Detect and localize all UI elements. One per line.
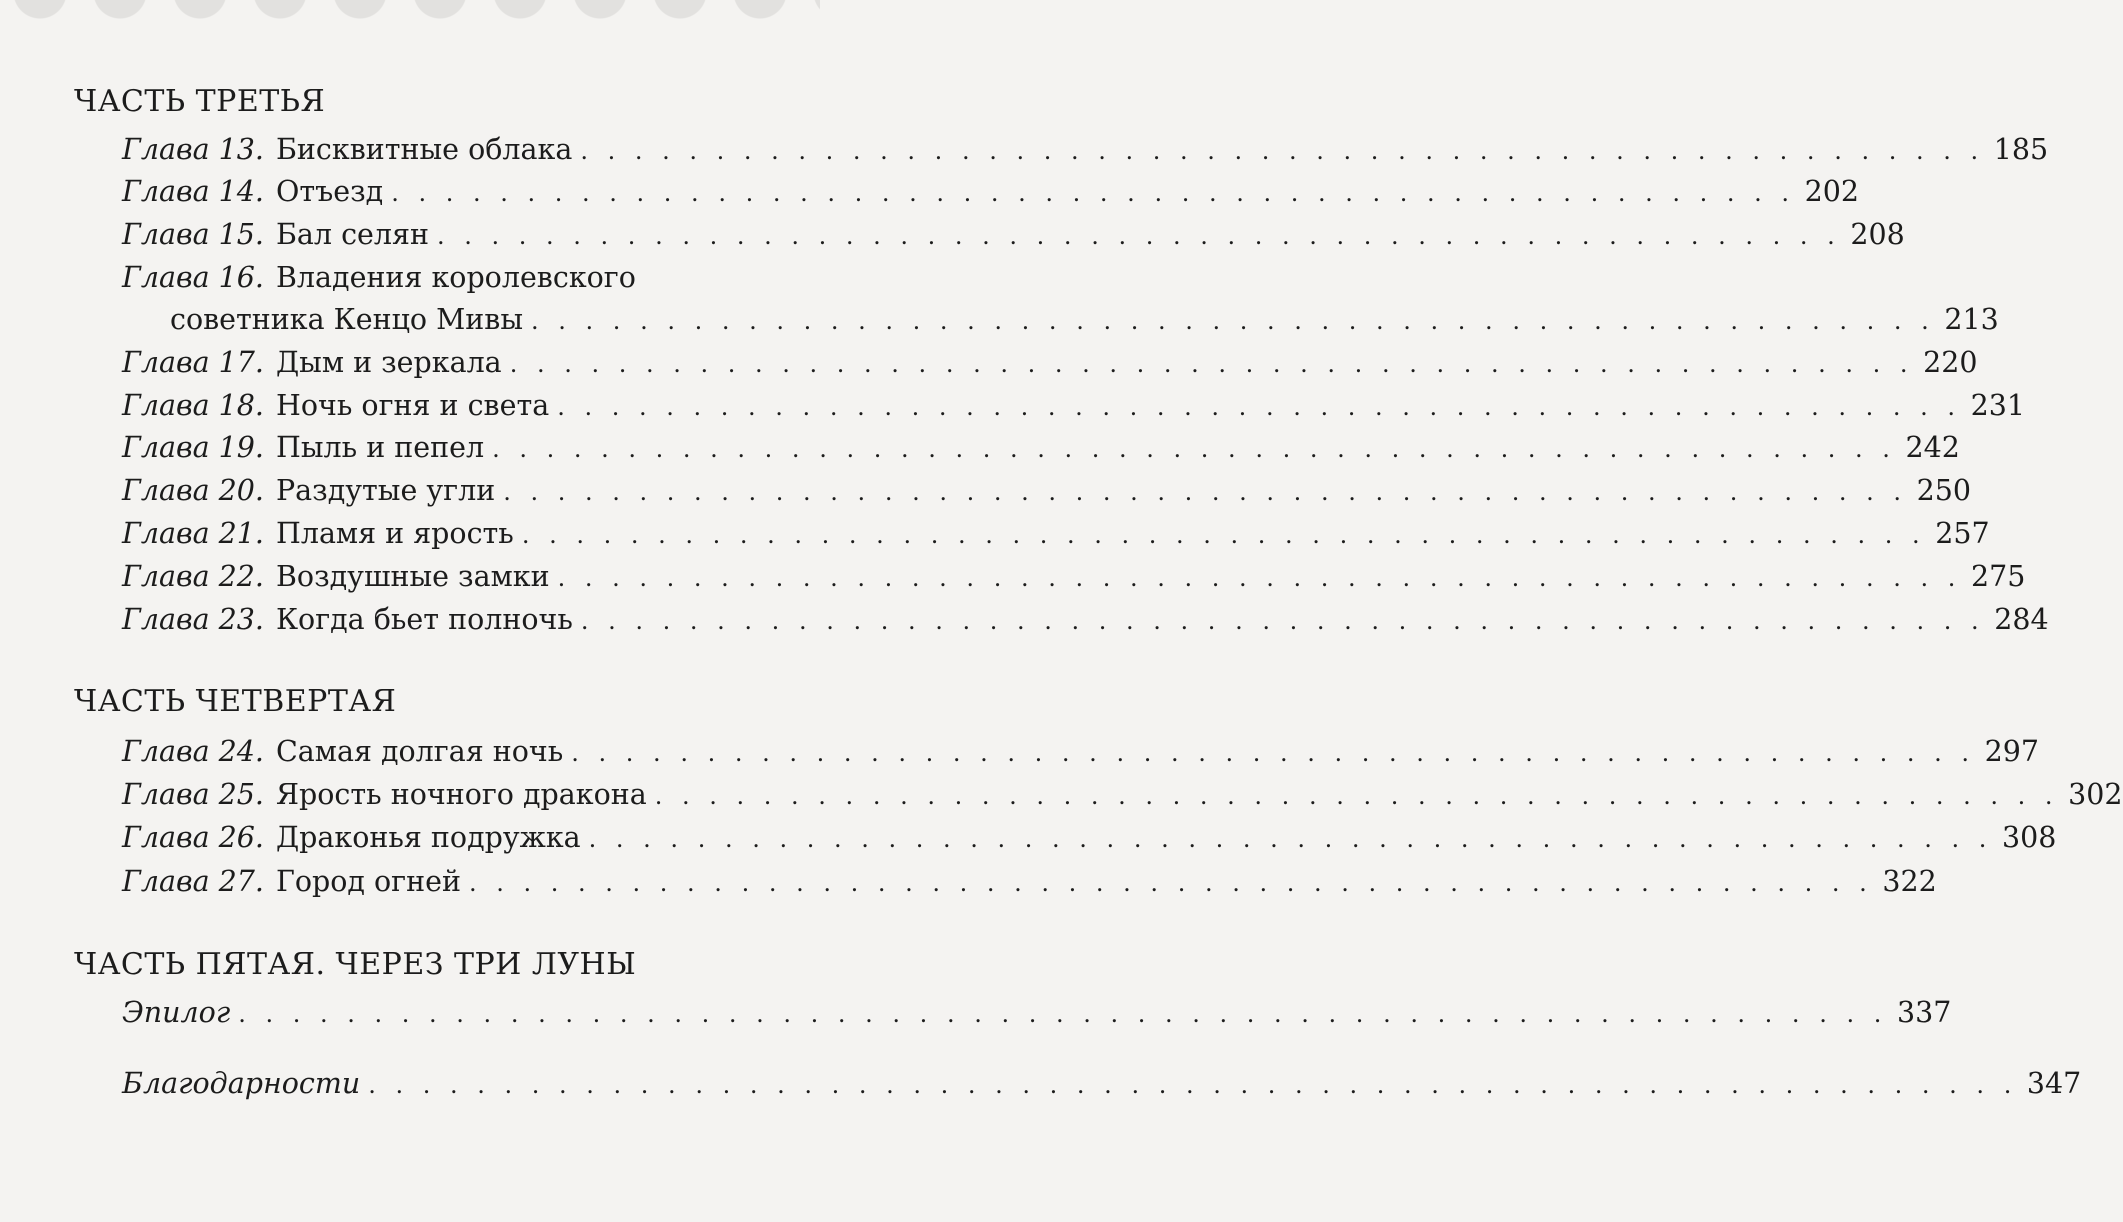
chapter-number: Глава 19. — [122, 431, 264, 464]
page-number: 347 — [2026, 1067, 2082, 1100]
chapter-title: Самая долгая ночь — [275, 735, 564, 768]
page-number: 257 — [1935, 517, 1990, 550]
dot-leader: . . . . . . . . . . . . . . . . . . . . . . . . . . . . . . . . . . . . . . . . . . . . . . . . . . . . — [654, 782, 2059, 810]
chapter-title: Благодарности — [122, 1067, 361, 1100]
toc-entry — [122, 732, 2040, 772]
dot-leader: . . . . . . . . . . . . . . . . . . . . . . . . . . . . . . . . . . . . . . . . . . . . . . . . . . . . — [588, 825, 1993, 853]
page-number: 297 — [1984, 735, 2040, 768]
chapter-title: Бисквитные облака — [275, 133, 573, 166]
part-heading: ЧАСТЬ ТРЕТЬЯ — [74, 84, 326, 119]
dot-leader: . . . . . . . . . . . . . . . . . . . . . . . . . . . . . . . . . . . . . . . . . . . . . . . . . . . . — [531, 307, 1935, 335]
chapter-number: Глава 16. — [122, 261, 264, 294]
dot-leader: . . . . . . . . . . . . . . . . . . . . . . . . . . . . . . . . . . . . . . . . . . . . . . . . . . . . — [391, 179, 1795, 207]
page-number: 284 — [1994, 603, 2049, 636]
toc-entry — [122, 172, 1859, 212]
page-number: 231 — [1970, 389, 2026, 422]
page-number: 308 — [2002, 821, 2057, 854]
toc-entry — [122, 215, 1905, 255]
page-number: 202 — [1804, 175, 1859, 208]
chapter-number: Глава 15. — [122, 218, 264, 251]
toc-entry — [122, 471, 1971, 511]
dot-leader: . . . . . . . . . . . . . . . . . . . . . . . . . . . . . . . . . . . . . . . . . . . . . . . . . . . . — [580, 607, 1985, 635]
dot-leader: . . . . . . . . . . . . . . . . . . . . . . . . . . . . . . . . . . . . . . . . . . . . . . . . . . . . — [492, 435, 1896, 463]
chapter-title: Дым и зеркала — [275, 346, 502, 379]
toc-entry — [122, 993, 1952, 1033]
chapter-title: Раздутые угли — [275, 474, 496, 507]
toc-entry — [122, 1064, 2082, 1104]
chapter-title: Ночь огня и света — [275, 389, 550, 422]
dot-leader: . . . . . . . . . . . . . . . . . . . . . . . . . . . . . . . . . . . . . . . . . . . . . . . . . . . . — [557, 393, 1962, 421]
dot-leader: . . . . . . . . . . . . . . . . . . . . . . . . . . . . . . . . . . . . . . . . . . . . . . . . . . . . — [571, 739, 1976, 767]
chapter-number: Глава 27. — [122, 865, 264, 898]
toc-entry — [122, 818, 2057, 858]
dot-leader: . . . . . . . . . . . . . . . . . . . . . . . . . . . . . . . . . . . . . . . . . . . . . . . . . . . . — [580, 137, 1985, 165]
page-number: 250 — [1916, 474, 1971, 507]
part-heading: ЧАСТЬ ПЯТАЯ. ЧЕРЕЗ ТРИ ЛУНЫ — [74, 947, 637, 982]
chapter-number: Глава 26. — [122, 821, 264, 854]
chapter-number: Глава 23. — [122, 603, 264, 636]
page-number: 302 — [2068, 778, 2123, 811]
toc-entry — [122, 862, 1937, 902]
chapter-title: Эпилог — [122, 996, 231, 1029]
chapter-number: Глава 18. — [122, 389, 264, 422]
chapter-number: Глава 21. — [122, 517, 264, 550]
dot-leader: . . . . . . . . . . . . . . . . . . . . . . . . . . . . . . . . . . . . . . . . . . . . . . . . . . . . — [521, 521, 1926, 549]
chapter-title: Город огней — [275, 865, 461, 898]
chapter-number: Глава 13. — [122, 133, 264, 166]
part-heading: ЧАСТЬ ЧЕТВЕРТАЯ — [74, 684, 397, 719]
chapter-title: Воздушные замки — [275, 560, 550, 593]
dot-leader: . . . . . . . . . . . . . . . . . . . . . . . . . . . . . . . . . . . . . . . . . . . . . . . . . . . . — [503, 478, 1907, 506]
toc-entry — [122, 386, 2026, 426]
toc-entry — [122, 514, 1990, 554]
chapter-title: Когда бьет полночь — [275, 603, 573, 636]
dot-leader: . . . . . . . . . . . . . . . . . . . . . . . . . . . . . . . . . . . . . . . . . . . . . . . . . . . . — [437, 222, 1841, 250]
page-number: 213 — [1944, 303, 1999, 336]
page-number: 185 — [1993, 133, 2049, 166]
chapter-title: Пламя и ярость — [275, 517, 514, 550]
toc-entry — [122, 600, 2049, 640]
chapter-number: Глава 17. — [122, 346, 264, 379]
chapter-number: Глава 14. — [122, 175, 264, 208]
chapter-title: Отъезд — [275, 175, 384, 208]
toc-entry — [122, 258, 768, 298]
toc-entry — [122, 130, 2049, 170]
toc-entry — [122, 343, 1978, 383]
page-number: 337 — [1896, 996, 1952, 1029]
chapter-title: советника Кенцо Мивы — [170, 303, 524, 336]
toc-entry-continuation — [170, 300, 1999, 340]
chapter-title: Пыль и пепел — [275, 431, 485, 464]
chapter-number: Глава 22. — [122, 560, 264, 593]
page-number: 208 — [1850, 218, 1905, 251]
toc-entry — [122, 557, 2026, 597]
page-number: 275 — [1970, 560, 2026, 593]
toc-entry — [122, 775, 2123, 815]
dot-leader: . . . . . . . . . . . . . . . . . . . . . . . . . . . . . . . . . . . . . . . . . . . . . . . . . . . . . . . . . . . . . — [238, 1000, 1888, 1028]
chapter-number: Глава 25. — [122, 778, 264, 811]
page-number: 220 — [1923, 346, 1978, 379]
page-number: 322 — [1882, 865, 1937, 898]
chapter-title: Бал селян — [275, 218, 429, 251]
chapter-title: Владения королевского — [275, 261, 636, 294]
dot-leader: . . . . . . . . . . . . . . . . . . . . . . . . . . . . . . . . . . . . . . . . . . . . . . . . . . . . . . . . . . . . . — [368, 1071, 2018, 1099]
toc-entry — [122, 428, 1960, 468]
dot-leader: . . . . . . . . . . . . . . . . . . . . . . . . . . . . . . . . . . . . . . . . . . . . . . . . . . . . — [468, 869, 1873, 897]
chapter-title: Ярость ночного дракона — [275, 778, 647, 811]
chapter-number: Глава 24. — [122, 735, 264, 768]
chapter-title: Драконья подружка — [275, 821, 581, 854]
page-number: 242 — [1905, 431, 1960, 464]
chapter-number: Глава 20. — [122, 474, 264, 507]
dot-leader: . . . . . . . . . . . . . . . . . . . . . . . . . . . . . . . . . . . . . . . . . . . . . . . . . . . . — [557, 564, 1962, 592]
dot-leader: . . . . . . . . . . . . . . . . . . . . . . . . . . . . . . . . . . . . . . . . . . . . . . . . . . . . — [509, 350, 1914, 378]
